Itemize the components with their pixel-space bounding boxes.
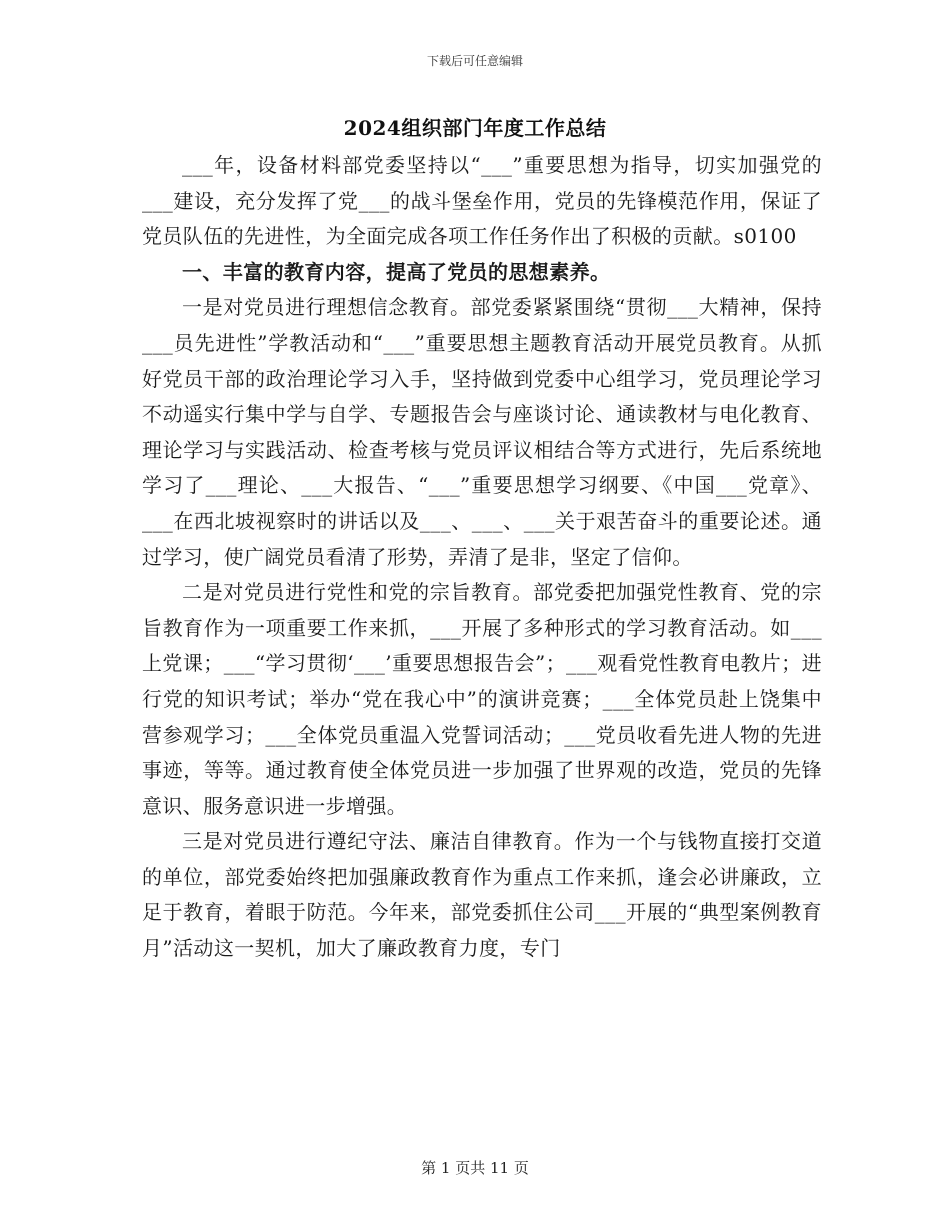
document-body: [142, 148, 822, 967]
page-number: 第 1 页共 11 页: [421, 1159, 529, 1177]
paragraph-ideal-belief: 一是对党员进行理想信念教育。部党委紧紧围绕“贯彻___大精神，保持___员先进性”学教活动和“___”重要思想主题教育活动开展党员教育。从抓好党员干部的政治理论学习入手，坚持做到党委中心组学习，党员理论学习不动遥实行集中学与自学、专题报告会与座谈讨论、通读教材与电化教育、理论学习与实践活动、检查考核与党员评议相结合等方式进行，先后系统地学习了___理论、___大报告、“___”重要思想学习纲要、《中国___党章》、___在西北坡视察时的讲话以及___、___、___关于艰苦奋斗的重要论述。通过学习，使广阔党员看清了形势，弄清了是非，坚定了信仰。: [142, 295, 822, 569]
paragraph-party-spirit: 二是对党员进行党性和党的宗旨教育。部党委把加强党性教育、党的宗旨教育作为一项重要工作来抓，___开展了多种形式的学习教育活动。如___上党课；___“学习贯彻‘___’重要思想报告会”；___观看党性教育电教片；进行党的知识考试；举办“党在我心中”的演讲竞赛；___全体党员赴上饶集中营参观学习；___全体党员重温入党誓词活动；___党员收看先进人物的先进事迹，等等。通过教育使全体党员进一步加强了世界观的改造，党员的先锋意识、服务意识进一步增强。: [142, 580, 822, 818]
header-note: 下载后可任意编辑: [426, 54, 523, 68]
section-heading: 一、丰富的教育内容，提高了党员的思想素养。: [182, 259, 611, 284]
paragraph-intro: ___年，设备材料部党委坚持以“___”重要思想为指导，切实加强党的___建设，充分发挥了党___的战斗堡垒作用，党员的先锋模范作用，保证了党员队伍的先进性，为全面完成各项工作任务作出了积极的贡献。s0100: [142, 153, 822, 249]
paragraph-discipline: 三是对党员进行遵纪守法、廉洁自律教育。作为一个与钱物直接打交道的单位，部党委始终把加强廉政教育作为重点工作来抓，逢会必讲廉政，立足于教育，着眼于防范。今年来，部党委抓住公司___开展的“典型案例教育月”活动这一契机，加大了廉政教育力度，专门: [142, 829, 822, 961]
document-title: 2024组织部门年度工作总结: [343, 116, 607, 140]
